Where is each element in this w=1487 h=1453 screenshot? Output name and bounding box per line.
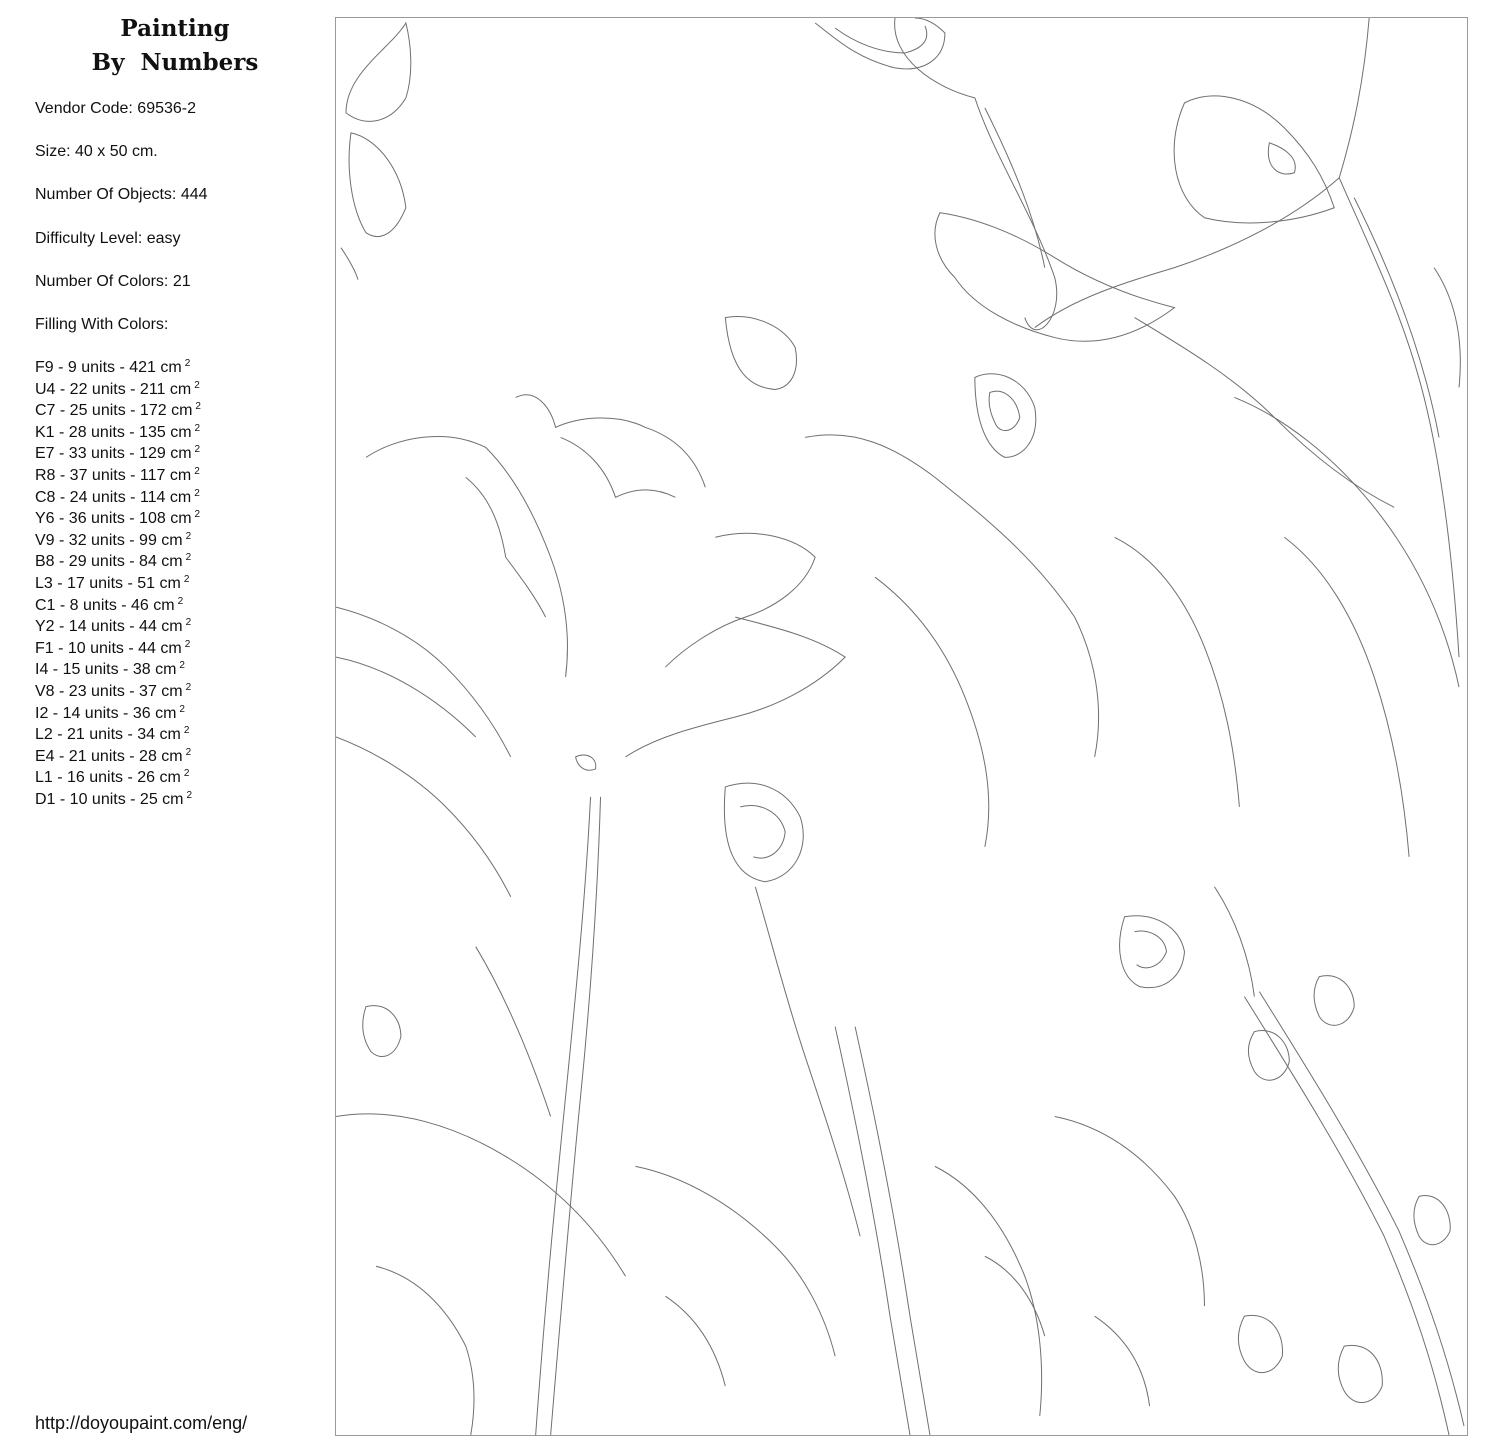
color-item (35, 789, 201, 811)
squared-superscript: 2 (194, 422, 201, 434)
squared-superscript: 2 (179, 703, 185, 715)
squared-superscript: 2 (184, 638, 191, 650)
color-item-text: B8 - 29 units - 84 cm (35, 553, 183, 571)
squared-superscript: 2 (183, 573, 190, 585)
color-item-text: E4 - 21 units - 28 cm (35, 747, 183, 765)
color-item (35, 616, 201, 638)
color-item-text: F1 - 10 units - 44 cm (35, 639, 182, 657)
color-item (35, 659, 201, 681)
number-of-colors: Number Of Colors: 21 (35, 272, 191, 290)
color-item-text: I2 - 14 units - 36 cm (35, 704, 177, 722)
color-item-text: F9 - 9 units - 421 cm (35, 359, 182, 376)
color-item-text: U4 - 22 units - 211 cm (35, 380, 192, 398)
squared-superscript: 2 (185, 681, 192, 693)
squared-superscript: 2 (179, 660, 185, 672)
color-item (35, 703, 201, 725)
color-item (35, 681, 201, 703)
page-title (60, 12, 290, 80)
squared-superscript: 2 (185, 530, 192, 542)
squared-superscript: 2 (194, 465, 200, 477)
squared-superscript: 2 (194, 444, 201, 456)
color-item (35, 595, 201, 617)
squared-superscript: 2 (185, 617, 192, 629)
color-list (35, 357, 201, 810)
color-item (35, 551, 201, 573)
color-item (35, 573, 201, 595)
squared-superscript: 2 (194, 487, 200, 499)
color-item (35, 767, 201, 789)
color-item-text: L3 - 17 units - 51 cm (35, 574, 181, 592)
squared-superscript: 2 (184, 358, 191, 369)
color-item-text: R8 - 37 units - 117 cm (35, 466, 192, 484)
color-item-text: D1 - 10 units - 25 cm (35, 790, 184, 808)
product-info (35, 98, 208, 357)
flower-outline-artwork (336, 18, 1467, 1435)
squared-superscript: 2 (185, 552, 192, 564)
color-item (35, 724, 201, 746)
squared-superscript: 2 (194, 509, 201, 521)
color-item (35, 530, 201, 552)
squared-superscript: 2 (183, 725, 190, 737)
size-text: Size: 40 x 50 cm. (35, 143, 158, 161)
color-item (35, 443, 201, 465)
squared-superscript: 2 (186, 789, 193, 801)
color-item (35, 400, 201, 422)
filling-heading: Filling With Colors: (35, 315, 169, 333)
color-item-text: C8 - 24 units - 114 cm (35, 488, 192, 506)
color-item (35, 487, 201, 509)
color-item (35, 638, 201, 660)
color-item-text: L1 - 16 units - 26 cm (35, 769, 181, 787)
color-item (35, 379, 201, 401)
color-item (35, 422, 201, 444)
color-item (35, 357, 201, 379)
squared-superscript: 2 (194, 379, 200, 391)
squared-superscript: 2 (185, 746, 192, 758)
vendor-code: Vendor Code: 69536-2 (35, 100, 197, 117)
squared-superscript: 2 (177, 595, 184, 607)
footer-url[interactable]: http://doyoupaint.com/eng/ (35, 1413, 248, 1433)
color-item-text: K1 - 28 units - 135 cm (35, 423, 192, 441)
color-item-text: Y2 - 14 units - 44 cm (35, 618, 183, 636)
color-item-text: L2 - 21 units - 34 cm (35, 726, 181, 744)
title-line-2: By Numbers (91, 49, 259, 76)
color-item-text: V9 - 32 units - 99 cm (35, 531, 183, 549)
color-item-text: E7 - 33 units - 129 cm (35, 445, 192, 463)
squared-superscript: 2 (183, 768, 190, 780)
color-item (35, 746, 201, 768)
squared-superscript: 2 (195, 401, 201, 413)
color-item-text: Y6 - 36 units - 108 cm (35, 510, 192, 528)
color-item-text: V8 - 23 units - 37 cm (35, 682, 183, 700)
number-of-objects: Number Of Objects: 444 (35, 186, 208, 204)
color-item-text: C1 - 8 units - 46 cm (35, 596, 175, 614)
color-item-text: I4 - 15 units - 38 cm (35, 661, 177, 679)
color-item (35, 465, 201, 487)
color-item-text: C7 - 25 units - 172 cm (35, 402, 193, 420)
coloring-canvas (335, 17, 1468, 1436)
color-item (35, 508, 201, 530)
title-line-1: Painting (120, 15, 230, 42)
difficulty-level: Difficulty Level: easy (35, 229, 181, 247)
